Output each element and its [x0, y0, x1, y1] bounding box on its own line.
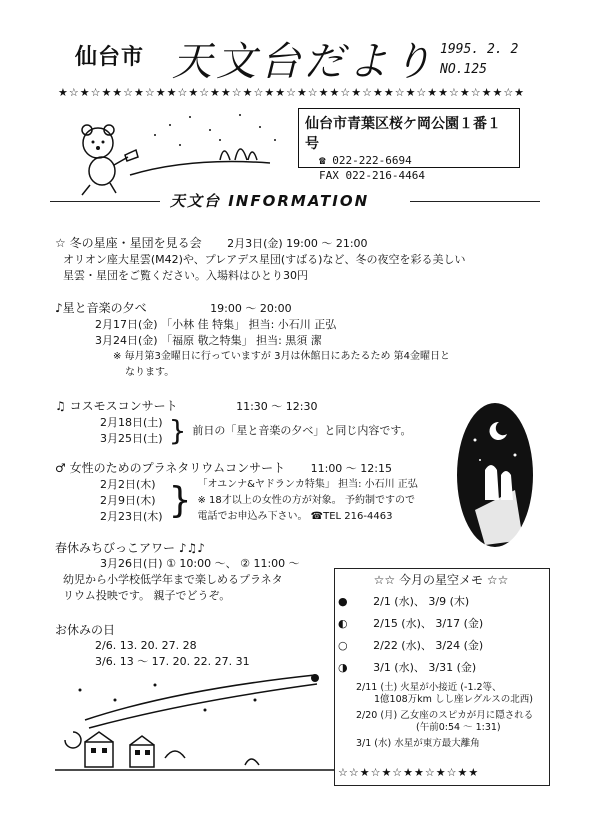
new-moon-icon: ●: [338, 595, 348, 608]
moon-phase-list: [338, 593, 483, 681]
event-time: 19:00 ～ 20:00: [210, 302, 292, 315]
star-decoration-icon: ☆☆: [483, 573, 509, 587]
fax: FAX 022-216-4464: [319, 169, 425, 182]
event-detail: 前日の「星と音楽の夕べ」と同じ内容です。: [192, 424, 412, 437]
first-quarter-icon: ◐: [338, 617, 348, 630]
moon-phase-row: ◐ 2/15 (水)、 3/17 (金): [338, 617, 484, 630]
night-sky-oval-illustration: [455, 400, 535, 550]
event-title: ♫ コスモスコンサート: [55, 399, 178, 413]
memo-note: 3/1 (水) 水星が東方最大離角: [356, 738, 480, 749]
event-detail: 星雲・星団をご覧ください。入場料はひとり30円: [63, 269, 308, 282]
information-heading: 天文台 INFORMATION: [170, 192, 370, 210]
event-detail: 2月17日(金) 「小林 佳 特集」 担当: 小石川 正弘: [95, 318, 337, 331]
event-date: 2月23日(木): [100, 510, 163, 523]
event-title: ☆ 冬の星座・星団を見る会: [55, 236, 202, 250]
divider-right: [410, 201, 540, 202]
event-title: ♪星と音楽の夕べ: [55, 301, 147, 315]
moon-phase-row: ○ 2/22 (水)、 3/24 (金): [338, 639, 484, 652]
issue-number: NO.125: [440, 62, 487, 77]
event-date: 2月2日(木): [100, 478, 156, 491]
telephone: ☎ 022-222-6694: [319, 154, 412, 167]
memo-note: 1億108万km しし座レグルスの北西): [374, 694, 533, 705]
event-time: 11:30 ～ 12:30: [236, 400, 318, 413]
memo-note: (午前0:54 ～ 1:31): [416, 722, 501, 733]
divider-left: [50, 201, 160, 202]
star-memo-title: ☆☆ 今月の星空メモ ☆☆: [373, 573, 509, 587]
event-detail: 「オユンナ&ヤドランカ特集」 担当: 小石川 正弘: [197, 479, 418, 490]
memo-note: 2/20 (月) 乙女座のスピカが月に隠される: [356, 710, 534, 721]
event-title: お休みの日: [55, 623, 116, 637]
event-note: なります。: [125, 367, 175, 378]
event-time: 2月3日(金) 19:00 ～ 21:00: [227, 237, 368, 250]
city-name: 仙台市: [75, 45, 145, 70]
event-women-planetarium: [55, 460, 418, 525]
event-note: 電話でお申込み下さい。 ☎TEL 216-4463: [197, 511, 393, 522]
closed-days: [55, 622, 250, 670]
event-title: ♂ 女性のためのプラネタリウムコンサート: [55, 461, 286, 475]
issue-info: [440, 40, 518, 80]
newsletter-title: 天文台だより: [172, 39, 436, 85]
event-detail: リウム投映です。 親子でどうぞ。: [63, 589, 231, 602]
street-address: 仙台市青葉区桜ケ岡公園１番１号: [305, 116, 501, 152]
event-detail: オリオン座大星雲(M42)や、プレアデス星団(すばる)など、冬の夜空を彩る美しい: [63, 253, 466, 266]
address-box: [298, 108, 520, 182]
memo-note: 2/11 (土) 火星が小接近 (-1.2等、: [356, 682, 502, 693]
star-border-memo: ☆☆★☆★☆★★☆★☆★★: [338, 766, 480, 779]
event-time: 3月26日(日) ① 10:00 ～、 ② 11:00 ～: [100, 557, 300, 570]
brace-icon: }: [168, 480, 192, 521]
moon-phase-row: ◑ 3/1 (水)、 3/31 (金): [338, 661, 477, 674]
bear-snow-illustration: [70, 105, 290, 200]
event-note: ※ 18才以上の女性の方が対象。 予約制ですので: [197, 495, 415, 506]
event-date: 2月18日(土): [100, 416, 163, 429]
full-moon-icon: ○: [338, 639, 348, 652]
event-cosmos-concert: [55, 398, 412, 447]
brace-icon: }: [168, 414, 187, 447]
event-star-music-evening: [55, 300, 450, 381]
event-time: 11:00 ～ 12:15: [310, 462, 393, 475]
comet-houses-illustration: [55, 670, 335, 780]
issue-date: 1995. 2. 2: [440, 42, 519, 57]
moon-phase-row: ● 2/1 (水)、 3/9 (木): [338, 595, 470, 608]
closed-dates-feb: 2/6. 13. 20. 27. 28: [95, 639, 197, 652]
star-decoration-icon: ☆☆: [373, 573, 399, 587]
astronomy-notes: [356, 682, 533, 750]
event-date: 3月25日(土): [100, 432, 163, 445]
star-border-top: ★☆★☆★★☆★☆★★☆★☆★★☆★☆★★☆★☆★★☆★☆★★☆★☆★★☆★☆★★☆★: [58, 86, 526, 99]
event-note: ※ 毎月第3金曜日に行っていますが 3月は休館日にあたるため 第4金曜日と: [113, 351, 451, 362]
event-date: 2月9日(木): [100, 494, 156, 507]
closed-dates-mar: 3/6. 13 ～ 17. 20. 22. 27. 31: [95, 655, 250, 668]
event-spring-kids-hour: [55, 540, 300, 604]
event-detail: 幼児から小学校低学年まで楽しめるプラネタ: [63, 573, 283, 586]
last-quarter-icon: ◑: [338, 661, 348, 674]
event-winter-stars: [55, 235, 465, 284]
event-title: 春休みちびっこアワー ♪♫♪: [55, 541, 205, 555]
event-detail: 3月24日(金) 「福原 敬之特集」 担当: 黒須 潔: [95, 334, 322, 347]
